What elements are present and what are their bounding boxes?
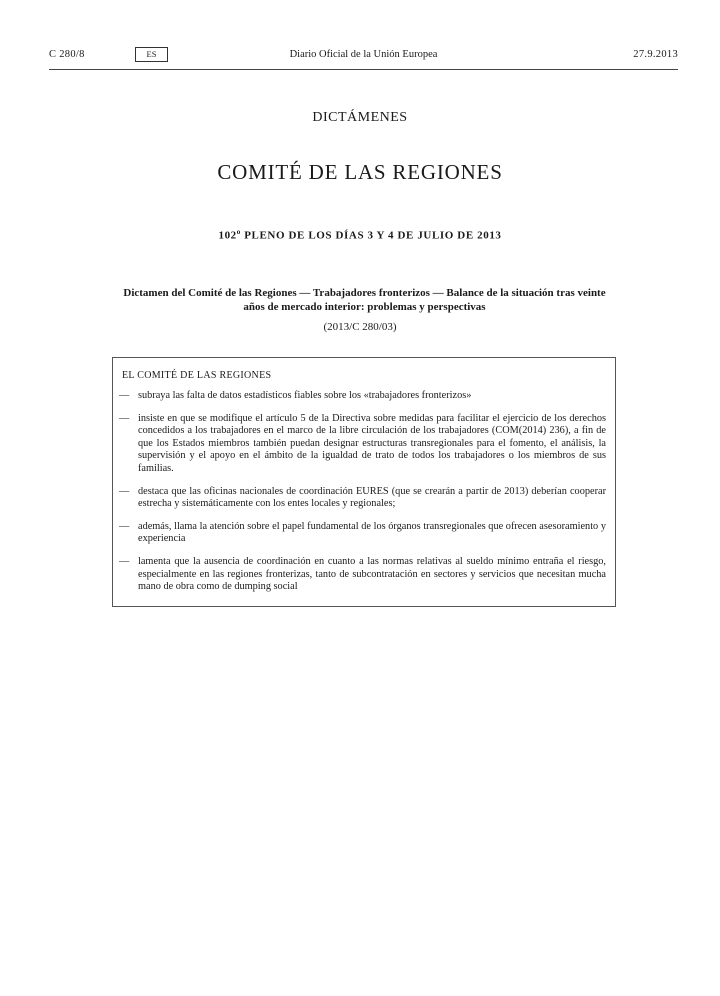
header-divider (49, 69, 678, 70)
summary-box (112, 357, 616, 607)
list-item-text: lamenta que la ausencia de coordinación en cuanto a las normas relativas al sueldo mínimo entraña el riesgo, especialmente en las regiones fronterizas, tanto de subcontratación en sectores y servicios que necesitan mucha mano de obra como de dumping social (138, 555, 606, 593)
section-heading: DICTÁMENES (312, 110, 408, 125)
journal-date: 27.9.2013 (633, 49, 678, 60)
language-badge: ES (135, 47, 168, 62)
journal-header (49, 49, 678, 63)
plenary-number: 102 (218, 229, 237, 242)
list-item-text: subraya las falta de datos estadísticos fiables sobre los «trabajadores fronterizos» (138, 390, 472, 401)
document-reference: (2013/C 280/03) (323, 321, 397, 333)
list-item-text: insiste en que se modifique el artículo 5 de la Directiva sobre medidas para facilitar el ejercicio de los derechos concedidos a los trabajadores en el marco de la libre circulación de los trabajadores (COM(2014) 236), a fin de que los Estados miembros también puedan designar estructuras transregionales para el fomento, el análisis, la supervisión y el apoyo en el ámbito de la igualdad de trato de todos los trabajadores o los miembros de sus familias. (138, 412, 606, 474)
list-item (113, 390, 615, 403)
list-dash: — (119, 520, 130, 532)
list-item (113, 413, 615, 476)
opinion-title: Dictamen del Comité de las Regiones — Trabajadores fronterizos — Balance de la situación tras veinte años de mercado interior: problemas y perspectivas (123, 287, 606, 313)
list-item-text: además, llama la atención sobre el papel fundamental de los órganos transregionales que ofrecen asesoramiento y experiencia (138, 520, 606, 545)
summary-box-title: EL COMITÉ DE LAS REGIONES (122, 370, 272, 381)
journal-title: Diario Oficial de la Unión Europea (289, 49, 438, 60)
journal-issue-number: C 280/8 (49, 49, 85, 60)
list-dash: — (119, 555, 130, 567)
list-dash: — (119, 485, 130, 497)
plenary-ordinal: o (236, 228, 241, 236)
plenary-heading (0, 228, 720, 242)
list-item (113, 556, 615, 594)
plenary-text: PLENO DE LOS DÍAS 3 Y 4 DE JULIO DE 2013 (240, 229, 502, 242)
list-dash: — (119, 390, 130, 401)
list-item (113, 486, 615, 511)
institution-heading: COMITÉ DE LAS REGIONES (217, 160, 503, 184)
summary-list (113, 390, 615, 604)
list-item (113, 521, 615, 546)
list-item-text: destaca que las oficinas nacionales de coordinación EURES (que se crearán a partir de 2013) deberían cooperar estrecha y sistemáticamente con los entes locales y regionales; (138, 485, 606, 510)
list-dash: — (119, 412, 130, 424)
